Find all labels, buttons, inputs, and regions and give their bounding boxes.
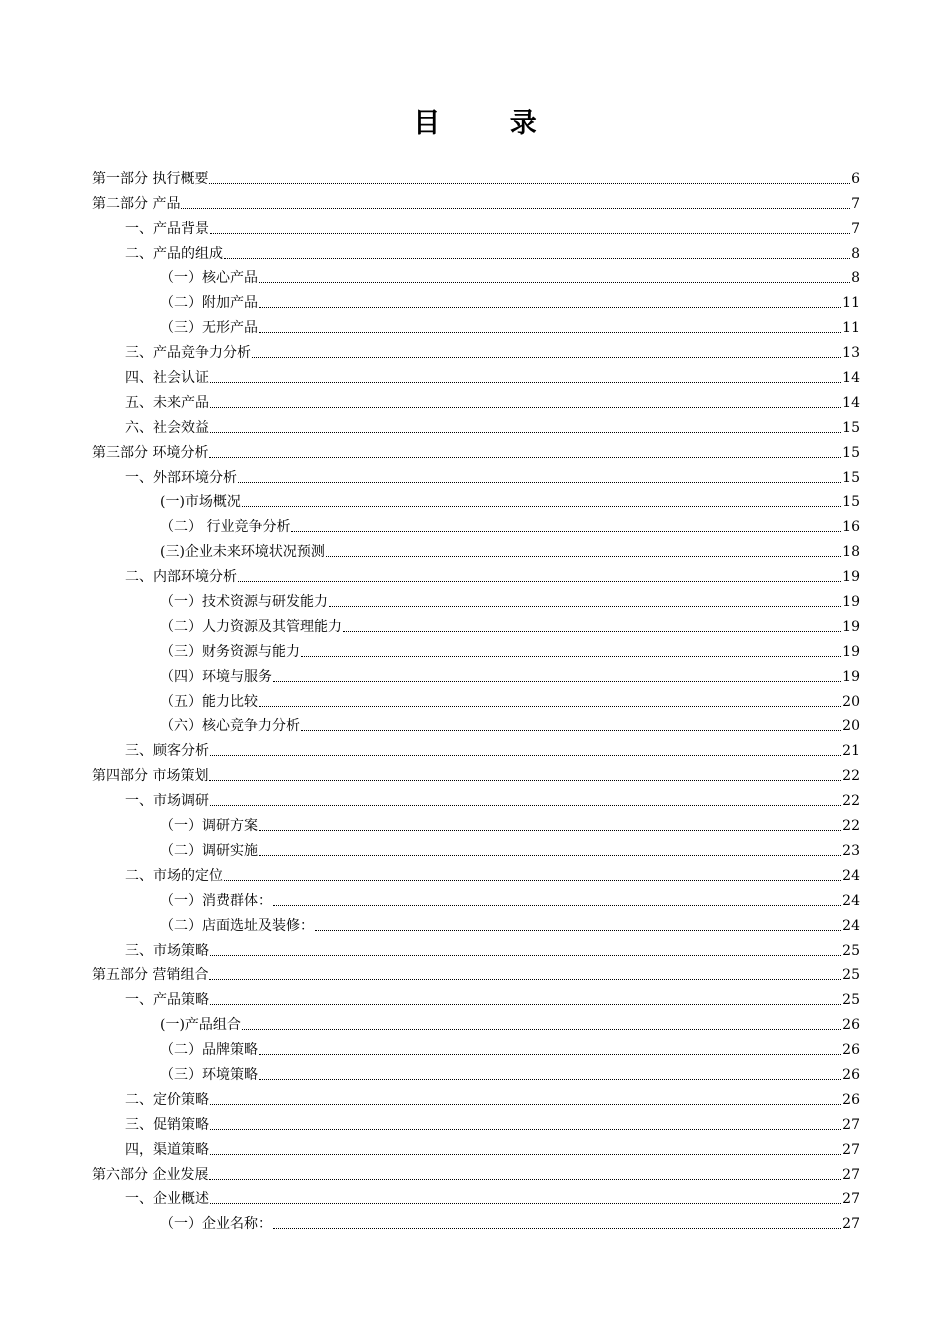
dot-leader <box>209 456 841 458</box>
toc-entry[interactable] <box>92 984 860 1009</box>
toc-entry-page: 19 <box>842 643 860 660</box>
toc-entry[interactable] <box>92 1109 860 1134</box>
toc-entry[interactable] <box>92 1134 860 1159</box>
toc-entry-page: 11 <box>842 295 860 312</box>
toc-entry-label: 第五部分 营销组合 <box>92 967 209 984</box>
toc-entry-page: 13 <box>842 345 860 362</box>
toc-entry[interactable] <box>92 437 860 462</box>
toc-entry-page: 25 <box>842 942 860 959</box>
dot-leader <box>224 879 841 881</box>
toc-entry-label: 三、产品竞争力分析 <box>125 345 251 362</box>
dot-leader <box>242 505 841 507</box>
toc-entry[interactable] <box>92 1084 860 1109</box>
toc-entry[interactable] <box>92 1009 860 1034</box>
toc-entry-page: 15 <box>842 444 860 461</box>
toc-entry-page: 24 <box>842 867 860 884</box>
toc-entry[interactable] <box>92 636 860 661</box>
toc-entry-label: 第二部分 产品 <box>92 195 181 212</box>
toc-entry-page: 24 <box>842 917 860 934</box>
toc-entry-page: 14 <box>842 370 860 387</box>
toc-entry-page: 27 <box>842 1116 860 1133</box>
toc-entry[interactable] <box>92 536 860 561</box>
toc-entry-page: 27 <box>842 1166 860 1183</box>
dot-leader <box>224 257 850 259</box>
toc-entry-label: （一）技术资源与研发能力 <box>160 594 328 611</box>
toc-entry-label: （六）核心竞争力分析 <box>160 718 300 735</box>
toc-entry-page: 24 <box>842 892 860 909</box>
toc-entry-label: (一)产品组合 <box>160 1017 241 1034</box>
toc-entry[interactable] <box>92 885 860 910</box>
toc-entry-label: 五、未来产品 <box>125 394 209 411</box>
toc-entry-label: (三)企业未来环境状况预测 <box>160 544 325 561</box>
toc-entry-label: （二） 行业竞争分析 <box>160 519 291 536</box>
dot-leader <box>238 580 841 582</box>
toc-entry[interactable] <box>92 735 860 760</box>
toc-entry-label: （五）能力比较 <box>160 693 258 710</box>
toc-entry-page: 20 <box>842 693 860 710</box>
toc-entry-page: 7 <box>851 195 860 212</box>
toc-entry-page: 7 <box>851 220 860 237</box>
toc-entry-label: 三、促销策略 <box>125 1116 209 1133</box>
toc-entry-label: 第一部分 执行概要 <box>92 170 209 187</box>
dot-leader <box>181 207 850 209</box>
toc-entry-page: 16 <box>842 519 860 536</box>
toc-entry-page: 18 <box>842 544 860 561</box>
toc-entry-label: 二、产品的组成 <box>125 245 223 262</box>
toc-entry-label: （四）环境与服务 <box>160 668 272 685</box>
toc-entry-label: 二、定价策略 <box>125 1091 209 1108</box>
dot-leader <box>326 555 841 557</box>
toc-entry-label: （二）调研实施 <box>160 842 258 859</box>
toc-entry-page: 26 <box>842 1017 860 1034</box>
toc-entry[interactable] <box>92 287 860 312</box>
toc-entry[interactable] <box>92 935 860 960</box>
dot-leader <box>315 929 841 931</box>
toc-entry-label: 第四部分 市场策划 <box>92 768 209 785</box>
dot-leader <box>329 605 841 607</box>
toc-entry-label: (一)市场概况 <box>160 494 241 511</box>
toc-entry-page: 8 <box>851 270 860 287</box>
toc-entry-label: 一、产品策略 <box>125 992 209 1009</box>
toc-entry[interactable] <box>92 487 860 512</box>
toc-entry-label: （二）附加产品 <box>160 295 258 312</box>
toc-entry[interactable] <box>92 263 860 288</box>
toc-entry[interactable] <box>92 1159 860 1184</box>
dot-leader <box>210 754 841 756</box>
toc-entry[interactable] <box>92 163 860 188</box>
dot-leader <box>209 779 841 781</box>
toc-entry[interactable] <box>92 1184 860 1209</box>
dot-leader <box>210 1202 841 1204</box>
dot-leader <box>301 655 841 657</box>
toc-entry-label: （一）核心产品 <box>160 270 258 287</box>
toc-entry[interactable] <box>92 511 860 536</box>
toc-entry[interactable] <box>92 1034 860 1059</box>
toc-entry-page: 25 <box>842 967 860 984</box>
toc-entry[interactable] <box>92 412 860 437</box>
toc-entry[interactable] <box>92 860 860 885</box>
toc-entry[interactable] <box>92 686 860 711</box>
toc-entry-label: 第六部分 企业发展 <box>92 1166 209 1183</box>
toc-entry-label: 一、企业概述 <box>125 1191 209 1208</box>
toc-entry-page: 11 <box>842 320 860 337</box>
toc-entry[interactable] <box>92 462 860 487</box>
toc-entry-page: 19 <box>842 594 860 611</box>
dot-leader <box>273 680 841 682</box>
dot-leader <box>273 1227 841 1229</box>
dot-leader <box>210 954 841 956</box>
toc-entry-page: 14 <box>842 394 860 411</box>
toc-entry-page: 6 <box>851 170 860 187</box>
toc-entry-label: （三）财务资源与能力 <box>160 643 300 660</box>
toc-entry-label: 一、市场调研 <box>125 793 209 810</box>
toc-entry-label: 一、产品背景 <box>125 220 209 237</box>
toc-entry-label: （二）人力资源及其管理能力 <box>160 618 342 635</box>
toc-entry-page: 19 <box>842 569 860 586</box>
dot-leader <box>209 1178 841 1180</box>
dot-leader <box>252 356 841 358</box>
toc-entry[interactable] <box>92 910 860 935</box>
toc-entry[interactable] <box>92 213 860 238</box>
toc-entry[interactable] <box>92 785 860 810</box>
toc-entry-page: 8 <box>851 245 860 262</box>
toc-entry-page: 19 <box>842 618 860 635</box>
toc-entry-label: 六、社会效益 <box>125 419 209 436</box>
dot-leader <box>343 630 841 632</box>
toc-entry[interactable] <box>92 238 860 263</box>
dot-leader <box>291 530 841 532</box>
toc-entry[interactable] <box>92 362 860 387</box>
toc-entry-label: 二、内部环境分析 <box>125 569 237 586</box>
toc-entry[interactable] <box>92 188 860 213</box>
toc-entry-page: 27 <box>842 1191 860 1208</box>
dot-leader <box>259 281 850 283</box>
dot-leader <box>301 729 841 731</box>
toc-entry-label: 一、外部环境分析 <box>125 469 237 486</box>
toc-entry[interactable] <box>92 711 860 736</box>
toc-entry-label: 三、市场策略 <box>125 942 209 959</box>
dot-leader <box>209 978 841 980</box>
dot-leader <box>210 1103 841 1105</box>
toc-entry-page: 23 <box>842 842 860 859</box>
toc-entry-page: 27 <box>842 1141 860 1158</box>
dot-leader <box>259 829 841 831</box>
toc-entry[interactable] <box>92 661 860 686</box>
toc-entry[interactable] <box>92 611 860 636</box>
dot-leader <box>259 331 841 333</box>
dot-leader <box>259 1053 841 1055</box>
toc-entry-label: 四、社会认证 <box>125 370 209 387</box>
toc-entry-label: （一）调研方案 <box>160 818 258 835</box>
toc-entry-label: （三）环境策略 <box>160 1066 258 1083</box>
dot-leader <box>242 1028 841 1030</box>
dot-leader <box>259 854 841 856</box>
toc-entry-label: 四，渠道策略 <box>125 1141 209 1158</box>
dot-leader <box>210 1153 841 1155</box>
dot-leader <box>238 481 841 483</box>
toc-entry[interactable] <box>92 810 860 835</box>
toc-entry-page: 25 <box>842 992 860 1009</box>
toc-entry[interactable] <box>92 960 860 985</box>
toc-entry-label: （三）无形产品 <box>160 320 258 337</box>
dot-leader <box>210 804 841 806</box>
toc-entry[interactable] <box>92 1059 860 1084</box>
dot-leader <box>210 1128 841 1130</box>
toc-entry-page: 15 <box>842 494 860 511</box>
toc-entry-page: 22 <box>842 768 860 785</box>
dot-leader <box>259 705 841 707</box>
dot-leader <box>209 182 850 184</box>
toc-title: 目 录 <box>413 108 567 139</box>
dot-leader <box>210 1003 841 1005</box>
toc-entry-label: 二、市场的定位 <box>125 867 223 884</box>
toc-entry[interactable] <box>92 835 860 860</box>
dot-leader <box>210 431 841 433</box>
table-of-contents <box>92 163 860 1233</box>
dot-leader <box>210 406 841 408</box>
toc-entry-label: （二）店面选址及装修： <box>160 917 314 934</box>
toc-entry[interactable] <box>92 1208 860 1233</box>
toc-entry-page: 15 <box>842 469 860 486</box>
toc-entry-page: 21 <box>842 743 860 760</box>
toc-entry-label: 三、顾客分析 <box>125 743 209 760</box>
toc-entry-page: 19 <box>842 668 860 685</box>
toc-entry-label: （一）消费群体： <box>160 892 272 909</box>
toc-entry-label: 第三部分 环境分析 <box>92 444 209 461</box>
toc-entry[interactable] <box>92 387 860 412</box>
toc-entry-page: 20 <box>842 718 860 735</box>
toc-entry[interactable] <box>92 312 860 337</box>
toc-entry-page: 26 <box>842 1042 860 1059</box>
toc-entry-page: 15 <box>842 419 860 436</box>
dot-leader <box>210 381 841 383</box>
toc-entry[interactable] <box>92 337 860 362</box>
toc-entry[interactable] <box>92 561 860 586</box>
dot-leader <box>259 306 841 308</box>
dot-leader <box>273 904 841 906</box>
toc-entry-page: 27 <box>842 1216 860 1233</box>
toc-entry-page: 26 <box>842 1066 860 1083</box>
toc-entry[interactable] <box>92 586 860 611</box>
toc-entry-label: （一）企业名称： <box>160 1216 272 1233</box>
toc-entry-label: （二）品牌策略 <box>160 1042 258 1059</box>
toc-entry[interactable] <box>92 760 860 785</box>
toc-entry-page: 22 <box>842 793 860 810</box>
toc-entry-page: 26 <box>842 1091 860 1108</box>
dot-leader <box>259 1078 841 1080</box>
toc-entry-page: 22 <box>842 818 860 835</box>
dot-leader <box>210 232 850 234</box>
